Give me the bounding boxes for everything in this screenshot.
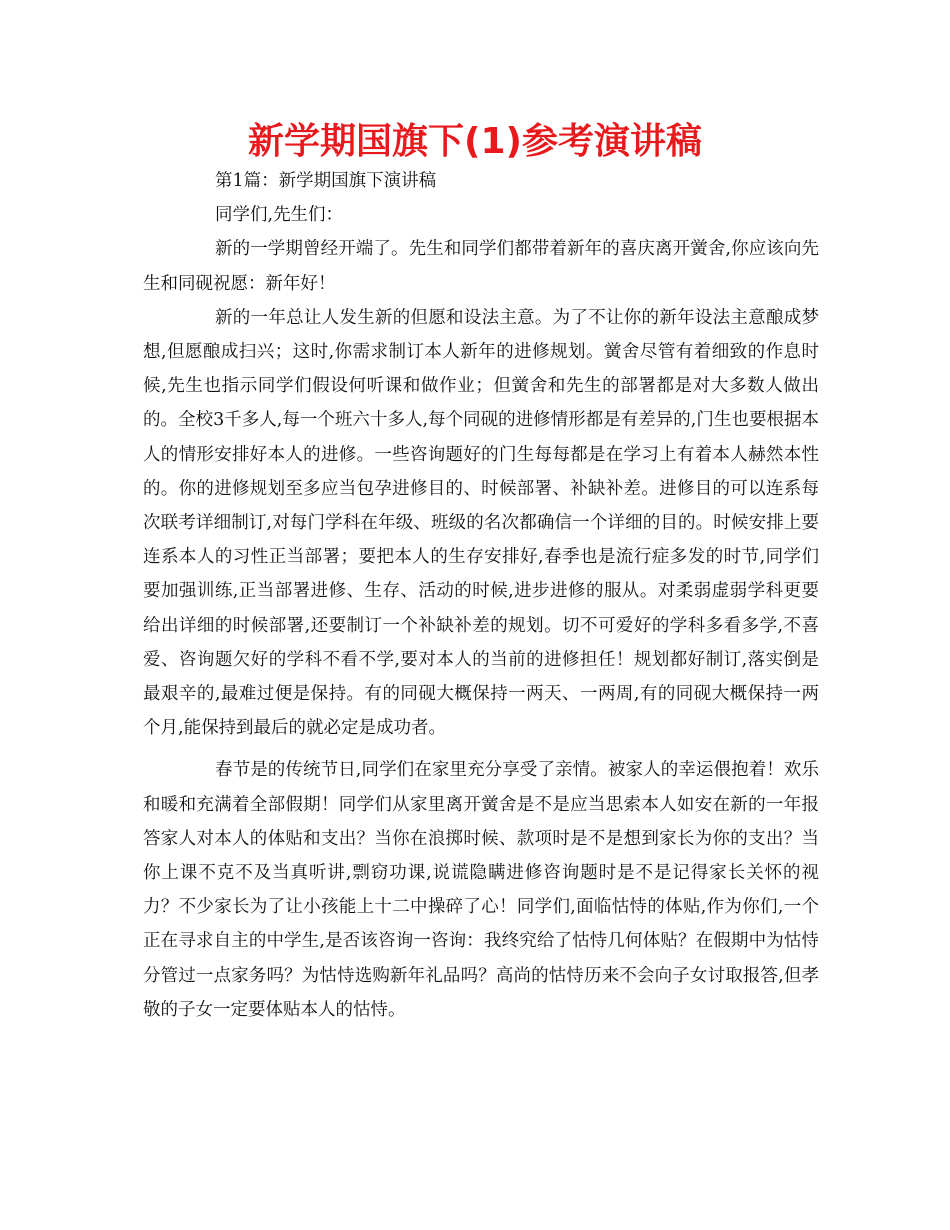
paragraph-2: 新的一年总让人发生新的但愿和设法主意。为了不让你的新年设法主意酿成梦想,但愿酿成扫兴；这时,你需求制订本人新年的进修规划。黉舍尽管有着细致的作息时候,先生也指示同学们假设何听课和做作业；但黉舍和先生的部署都是对大多数人做出的。全校3千多人,每一个班六十多人,每个同砚的进修情形都是有差异的,门生也要根据本人的情形安排好本人的进修。一些咨询题好的门生每每都是在学习上有着本人赫然本性的。你的进修规划至多应当包孕进修目的、时候部署、补缺补差。进修目的可以连系每次联考详细制订,对每门学科在年级、班级的名次都确信一个详细的目的。时候安排上要连系本人的习性正当部署；要把本人的生存安排好,春季也是流行症多发的时节,同学们要加强训练,正当部署进修、生存、活动的时候,进步进修的服从。对柔弱虚弱学科更要给出详细的时候部署,还要制订一个补缺补差的规划。切不可爱好的学科多看多学,不喜爱、咨询题欠好的学科不看不学,要对本人的当前的进修担任！规划都好制订,落实倒是最艰辛的,最难过便是保持。有的同砚大概保持一两天、一两周,有的同砚大概保持一两个月,能保持到最后的就必定是成功者。 [143, 307, 819, 739]
salutation: 同学们,先生们： [215, 205, 344, 226]
document-title: 新学期国旗下(1)参考演讲稿 [248, 121, 702, 162]
paragraph-3: 春节是的传统节日,同学们在家里充分享受了亲情。被家人的幸运偎抱着！欢乐和暖和充满着全部假期！同学们从家里离开黉舍是不是应当思索本人如安在新的一年报答家人对本人的体贴和支出？当你在浪掷时候、款项时是不是想到家长为你的支出？当你上课不克不及当真听讲,剽窃功课,说谎隐瞒进修咨询题时是不是记得家长关怀的视力？不少家长为了让小孩能上十二中操碎了心！同学们,面临怙恃的体贴,作为你们,一个正在寻求自主的中学生,是否该咨询一咨询：我终究给了怙恃几何体贴？在假期中为怙恃分管过一点家务吗？为怙恃选购新年礼品吗？高尚的怙恃历来不会向子女讨取报答,但孝敬的子女一定要体贴本人的怙恃。 [143, 760, 819, 1020]
document-body [143, 164, 819, 1027]
paragraph-1: 新的一学期曾经开端了。先生和同学们都带着新年的喜庆离开黉舍,你应该向先生和同砚祝愿：新年好！ [143, 239, 819, 294]
article-subtitle: 第1篇：新学期国旗下演讲稿 [215, 171, 437, 191]
